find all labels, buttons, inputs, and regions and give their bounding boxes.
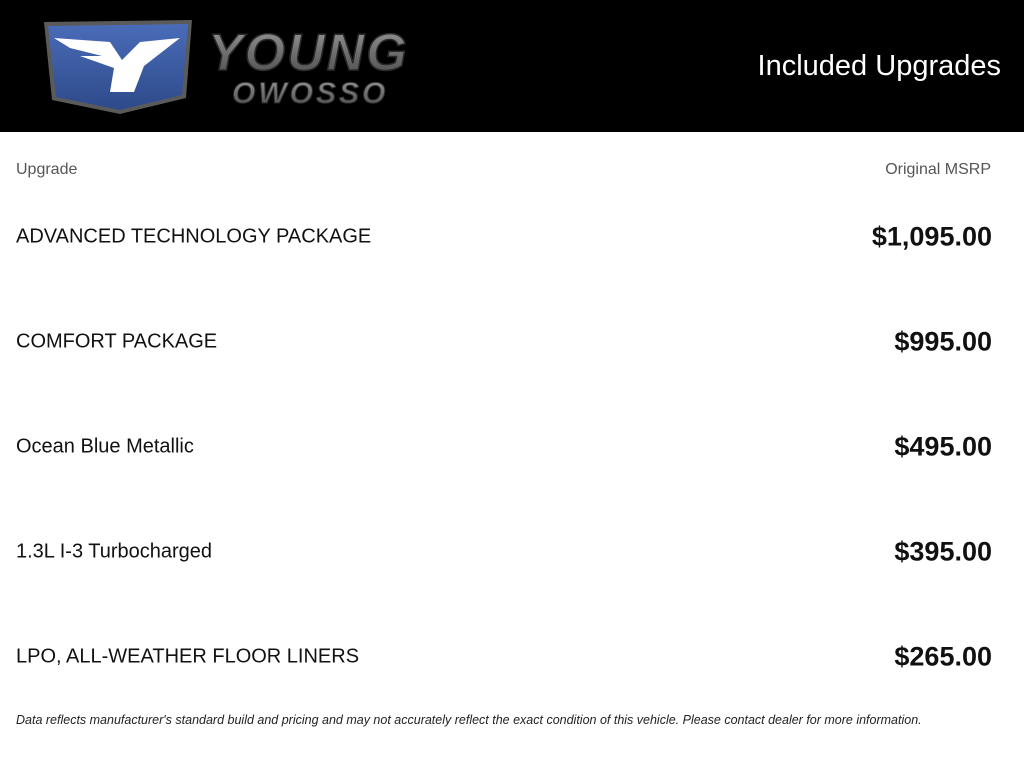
upgrade-name: COMFORT PACKAGE — [16, 330, 218, 353]
upgrade-row — [16, 217, 992, 257]
upgrade-price: $395.00 — [894, 536, 992, 567]
logo-city-text: OWOSSO — [232, 77, 389, 110]
upgrade-price: $1,095.00 — [871, 221, 992, 252]
page-title: Included Upgrades — [757, 50, 1001, 82]
disclaimer-text: Data reflects manufacturer's standard build and pricing and may not accurately reflect the exact condition of this vehicle. Please contact dealer for more information. — [16, 713, 922, 727]
upgrade-name: 1.3L I-3 Turbocharged — [16, 540, 213, 563]
upgrade-row — [16, 322, 992, 362]
logo-brand-text: YOUNG — [208, 24, 409, 82]
upgrade-row — [16, 427, 992, 467]
column-header-upgrade: Upgrade — [16, 161, 78, 178]
column-header-msrp: Original MSRP — [885, 161, 991, 178]
dealer-logo — [40, 16, 510, 120]
upgrade-name: LPO, ALL-WEATHER FLOOR LINERS — [16, 645, 360, 668]
winged-y-icon — [44, 20, 192, 114]
upgrade-name: Ocean Blue Metallic — [16, 435, 194, 458]
upgrade-price: $495.00 — [894, 431, 992, 462]
upgrade-price: $995.00 — [894, 326, 992, 357]
upgrade-row — [16, 532, 992, 572]
upgrade-price: $265.00 — [894, 641, 992, 672]
upgrade-row — [16, 637, 992, 677]
upgrade-name: ADVANCED TECHNOLOGY PACKAGE — [16, 225, 372, 248]
header-banner — [0, 0, 1024, 132]
